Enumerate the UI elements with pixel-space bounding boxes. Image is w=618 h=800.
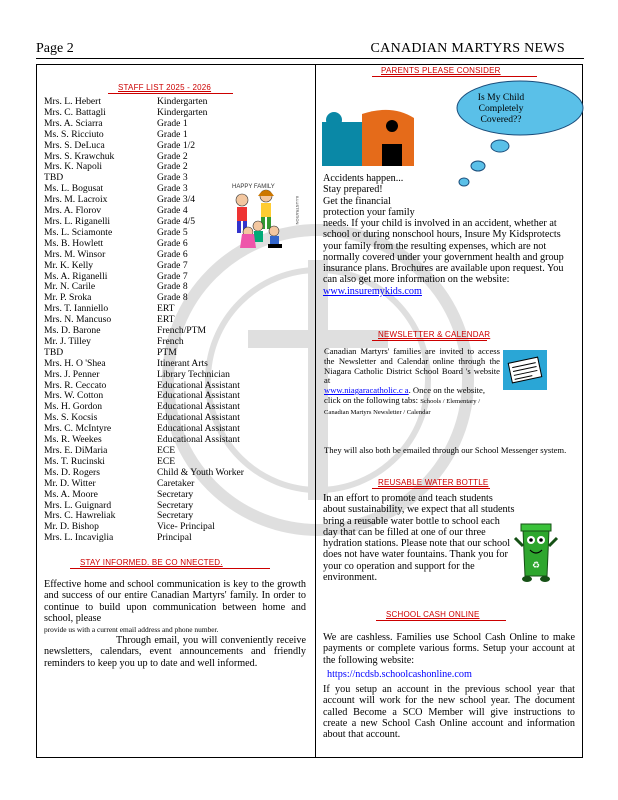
staff-position: Educational Assistant: [157, 379, 240, 391]
staff-position: Grade 8: [157, 281, 188, 293]
staff-position: ECE: [157, 455, 176, 467]
staff-position: PTM: [157, 346, 177, 358]
newsletter-calendar-text-2: . Once on the website, click on the following tabs:: [324, 385, 485, 405]
staff-position: ERT: [157, 314, 175, 326]
staff-name: Mrs. R. Ceccato: [44, 379, 107, 391]
parents-intro: [323, 173, 573, 218]
staff-row: [44, 162, 244, 173]
stay-informed-text-1: Effective home and school communication is key to the growth and success of our entire Canadian Martyrs' family. In order to continue to build upon communication between home and school, please: [44, 579, 306, 624]
staff-name: Ms. B. Howlett: [44, 237, 104, 249]
svg-text:ILLUSTRATION: ILLUSTRATION: [295, 196, 300, 225]
staff-name: Ms. D. Rogers: [44, 466, 100, 478]
staff-name: TBD: [44, 172, 64, 184]
staff-position: Grade 2: [157, 161, 188, 173]
staff-list-underline: [108, 93, 233, 94]
staff-position: Grade 6: [157, 248, 188, 260]
stay-informed-title: STAY INFORMED. BE CO NNECTED.: [80, 558, 223, 567]
newsletter-calendar-underline: [372, 340, 487, 341]
water-bottle-body: In an effort to promote and teach students about sustainability, we expect that all students bring a reusable water bottle to school each day that can be filled at one of our three hydration stations. Please note that our school does not have water fountains. Thank you for your co operation and support for the environment.: [323, 493, 515, 584]
staff-name: Mrs. L. Hebert: [44, 96, 102, 107]
staff-name: Mr. D. Bishop: [44, 521, 99, 533]
svg-text:♻: ♻: [531, 560, 541, 570]
stay-informed-body: [44, 579, 306, 669]
staff-row: [44, 141, 244, 152]
staff-name: Mr. D. Witter: [44, 477, 96, 489]
staff-name: Mrs. W. Cotton: [44, 390, 104, 402]
newsletter-calendar-text-1: Canadian Martyrs' families are invited to access the Newsletter and Calendar online through the Niagara Catholic District School Board 's website at: [324, 346, 500, 386]
parents-body-text: needs. If your child is involved in an accident, whether at school or during nonschool hours, Insure My Kidsprotects your family from the resulting expenses, which are not normally covered under your government health and group insurance plans. Brochures are available upon request. You can also get more information on the website:: [323, 218, 564, 286]
staff-list: [44, 97, 244, 544]
staff-row: [44, 479, 244, 490]
staff-row: [44, 533, 244, 544]
staff-position: Grade 1: [157, 128, 188, 140]
staff-name: Mrs. K. Napoli: [44, 161, 103, 173]
staff-name: Mrs. A. Sciarra: [44, 117, 103, 129]
staff-name: Mrs. L. Incaviglia: [44, 532, 114, 544]
staff-name: Ms. A. Riganelli: [44, 270, 108, 282]
staff-name: Mr. P. Sroka: [44, 292, 92, 304]
staff-name: Ms. L. Bogusat: [44, 183, 104, 195]
staff-name: Ms. H. Gordon: [44, 401, 103, 413]
staff-position: Educational Assistant: [157, 434, 240, 446]
school-cash-body-2: If you setup an account in the previous school year that account will work for the new school year. The document called Become a SCO Member will give instructions to create a new School Cash Online account and information about that account.: [323, 684, 575, 741]
water-bottle-underline: [372, 488, 490, 489]
staff-name: Mrs. C. Battagli: [44, 106, 106, 118]
staff-position: Itinerant Arts: [157, 357, 208, 369]
staff-name: Mr. N. Carile: [44, 281, 96, 293]
parents-body: [323, 218, 575, 297]
staff-position: Grade 2: [157, 150, 188, 162]
staff-position: Secretary: [157, 510, 194, 522]
parents-intro-line-1: Accidents happen...: [323, 173, 404, 184]
stay-informed-underline: [70, 568, 270, 569]
staff-position: Kindergarten: [157, 106, 208, 118]
staff-position: Educational Assistant: [157, 412, 240, 424]
staff-position: Educational Assistant: [157, 390, 240, 402]
staff-position: Grade 4/5: [157, 215, 196, 227]
staff-name: Ms. T. Rucinski: [44, 455, 105, 467]
newsletter-calendar-email-note: They will also both be emailed through our School Messenger system.: [324, 445, 567, 455]
staff-position: ECE: [157, 445, 176, 456]
page-number: Page 2: [36, 41, 74, 56]
parents-consider-underline: [372, 76, 537, 77]
staff-name: Mrs. J. Penner: [44, 368, 100, 380]
staff-name: Mrs. A. Florov: [44, 205, 102, 217]
newsletter-calendar-title: NEWSLETTER & CALENDAR: [378, 330, 491, 339]
staff-position: Grade 7: [157, 270, 188, 282]
staff-name: Mrs. T. Ianniello: [44, 303, 109, 315]
staff-position: Grade 6: [157, 237, 188, 249]
newsletter-title: CANADIAN MARTYRS NEWS: [370, 41, 565, 56]
parents-intro-line-4: protection your family: [323, 206, 415, 218]
water-bottle-title: REUSABLE WATER BOTTLE: [378, 478, 489, 487]
staff-position: Grade 3/4: [157, 194, 196, 206]
staff-name: Ms. S. Ricciuto: [44, 128, 104, 140]
staff-position: Grade 1: [157, 117, 188, 129]
parents-intro-line-3: Get the financial: [323, 195, 391, 207]
recycle-bin-mascot-clipart: [513, 516, 559, 584]
niagaracatholic-link[interactable]: www.niagaracatholic.c a: [324, 385, 409, 396]
staff-name: Ms. L. Sciamonte: [44, 226, 113, 238]
school-cash-underline: [376, 620, 506, 621]
staff-name: Mrs. S. Krawchuk: [44, 150, 115, 162]
staff-name: Mrs. N. Mancuso: [44, 314, 112, 326]
staff-position: Secretary: [157, 499, 194, 511]
newsletter-calendar-tabs: Schools / Elementary / Canadian Martyrs Newsletter / Calendar: [324, 397, 481, 416]
staff-position: Principal: [157, 532, 192, 544]
staff-name: Mrs. E. DiMaria: [44, 445, 108, 456]
staff-position: French/PTM: [157, 325, 207, 337]
header-rule: [36, 58, 584, 59]
school-cash-link[interactable]: https://ncdsb.schoolcashonline.com: [327, 669, 472, 680]
staff-position: Vice- Principal: [157, 521, 215, 533]
staff-position: Educational Assistant: [157, 401, 240, 413]
parents-consider-title: PARENTS PLEASE CONSIDER: [381, 66, 501, 75]
staff-name: Mrs. C. McIntyre: [44, 423, 112, 435]
staff-name: Mrs. L. Guignard: [44, 499, 112, 511]
staff-position: Educational Assistant: [157, 423, 240, 435]
staff-row: [44, 130, 244, 141]
staff-name: Mrs. C. Hawreliak: [44, 510, 116, 522]
staff-name: Ms. S. Kocsis: [44, 412, 98, 424]
staff-name: Mrs. L. Riganelli: [44, 215, 111, 227]
newspaper-icon: [503, 350, 547, 390]
staff-position: Child & Youth Worker: [157, 466, 245, 478]
staff-position: Grade 8: [157, 292, 188, 304]
staff-name: Ms. R. Weekes: [44, 434, 102, 446]
staff-name: Mrs. H. O 'Shea: [44, 357, 106, 369]
staff-position: Grade 7: [157, 259, 188, 271]
staff-name: Mr. K. Kelly: [44, 259, 94, 271]
staff-name: Mrs. M. Lacroix: [44, 194, 108, 206]
stay-informed-text-2: provide us with a current email address and phone number.: [44, 625, 219, 635]
school-cash-body-1: We are cashless. Families use School Cash Online to make payments or complete various forms. Setup your account at the following website:: [323, 632, 575, 666]
staff-position: Grade 5: [157, 226, 188, 238]
staff-row: [44, 490, 244, 501]
insuremykids-link[interactable]: www.insuremykids.com: [323, 285, 422, 297]
bear-umbrella-clipart: [322, 104, 422, 166]
staff-list-title: STAFF LIST 2025 - 2026: [118, 83, 212, 92]
staff-position: Kindergarten: [157, 96, 208, 107]
parents-intro-line-2: Stay prepared!: [323, 184, 383, 196]
staff-position: Grade 3: [157, 183, 188, 195]
staff-name: Ms. A. Moore: [44, 488, 98, 500]
happy-family-clipart: [228, 176, 308, 254]
staff-name: Mr. J. Tilley: [44, 335, 91, 347]
thought-bubble-text: Is My Child Completely Covered??: [477, 92, 525, 125]
staff-position: Library Technician: [157, 368, 230, 380]
staff-position: ERT: [157, 303, 175, 315]
staff-position: Secretary: [157, 488, 194, 500]
staff-row: [44, 261, 244, 272]
stay-informed-text-3: Through email, you will conveniently receive newsletters, calendars, event announcements and friendly reminders to keep you up to date and well informed.: [44, 635, 306, 669]
staff-position: Caretaker: [157, 477, 195, 489]
staff-row: [44, 250, 244, 261]
staff-name: Ms. D. Barone: [44, 325, 101, 337]
newsletter-calendar-body: [324, 347, 500, 418]
staff-name: Mrs. M. Winsor: [44, 248, 106, 260]
staff-position: Grade 3: [157, 172, 188, 184]
staff-position: French: [157, 335, 184, 347]
staff-row: [44, 370, 244, 381]
staff-name: TBD: [44, 346, 64, 358]
staff-position: Grade 4: [157, 205, 188, 217]
staff-name: Mrs. S. DeLuca: [44, 139, 105, 151]
staff-position: Grade 1/2: [157, 139, 196, 151]
staff-row: [44, 337, 244, 348]
school-cash-title: SCHOOL CASH ONLINE: [386, 610, 480, 619]
clipart-sign-text: HAPPY FAMILY: [232, 184, 275, 190]
